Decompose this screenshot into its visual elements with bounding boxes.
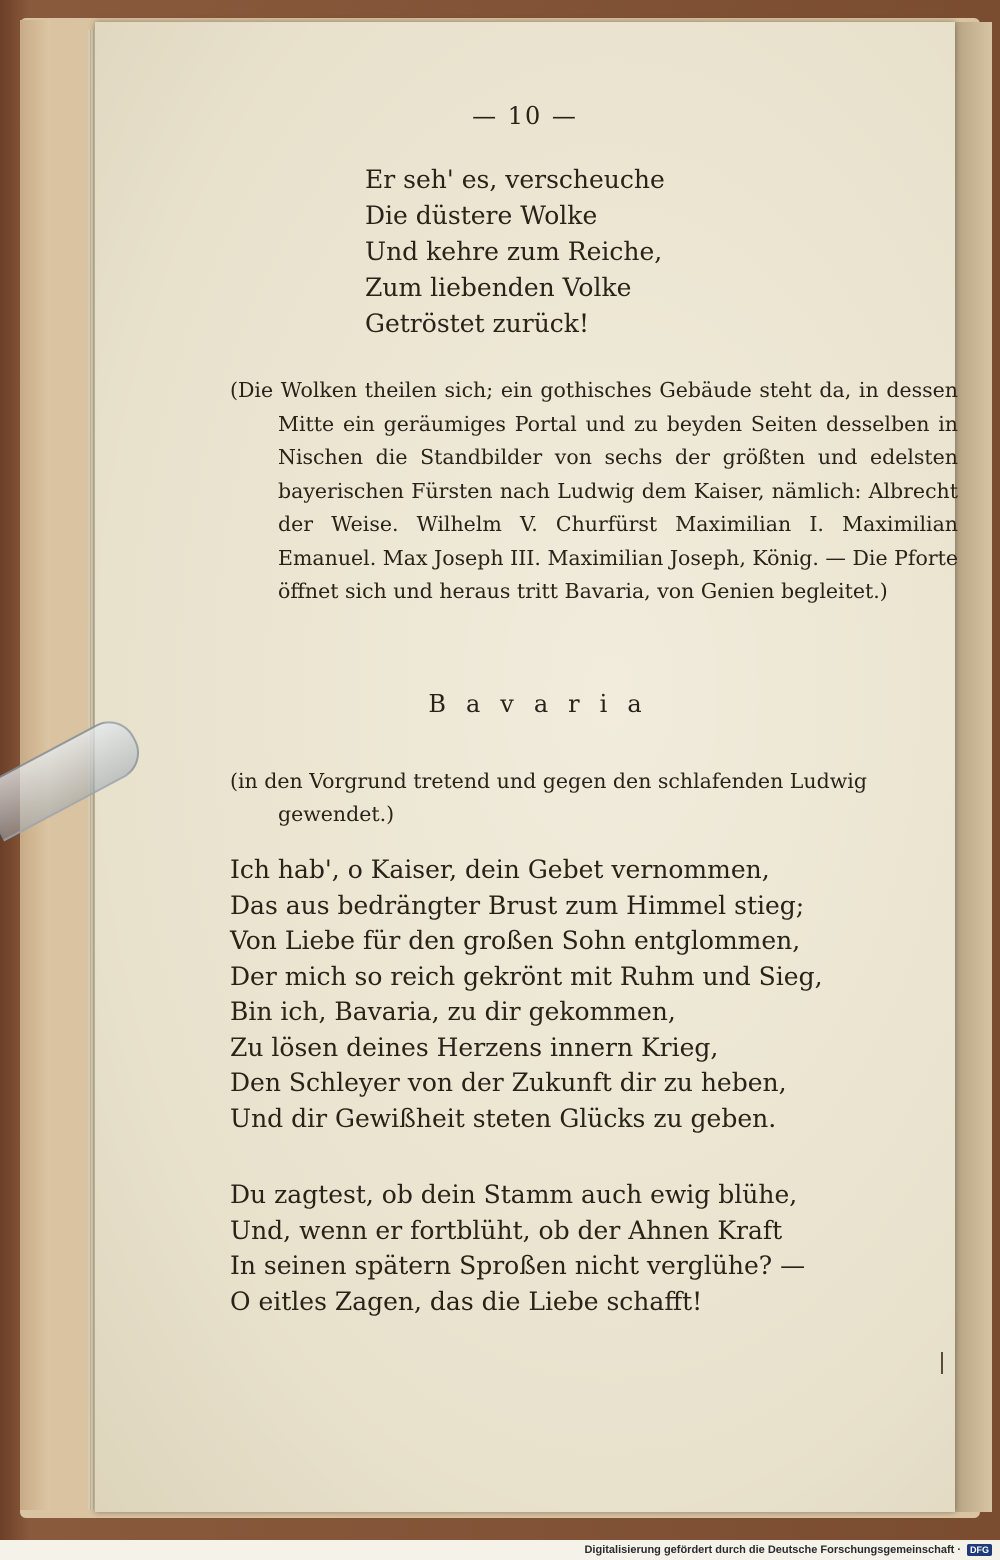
verse-line: Er seh' es, verscheuche <box>365 165 665 194</box>
verse-line: Ich hab', o Kaiser, dein Gebet vernommen, <box>230 855 770 884</box>
verse-line: Und dir Gewißheit steten Glücks zu geben. <box>230 1103 777 1133</box>
verse-line: Das aus bedrängter Brust zum Himmel stieg; <box>230 890 805 920</box>
verse-line: Bin ich, Bavaria, zu dir gekommen, <box>230 997 676 1026</box>
stage-direction: (Die Wolken theilen sich; ein gothisches Gebäude steht da, in dessen Mitte ein geräumiges Portal und zu beyden Seiten desselben in Nischen die Standbilder von sechs der größten und edelsten bayerischen Fürsten nach Ludwig dem Kaiser, nämlich: Albrecht der Weise. Wilhelm V. Churfürst Maximilian I. Maximilian Emanuel. Max Joseph III. Maximilian Joseph, König. — Die Pforte öffnet sich und heraus tritt Bavaria, von Genien begleitet.) <box>230 378 958 603</box>
opening-stanza <box>365 162 665 342</box>
page-number: — 10 — <box>472 102 578 130</box>
verse-line: Der mich so reich gekrönt mit Ruhm und Sieg, <box>230 961 823 991</box>
speaker-name: Bavaria <box>428 690 662 718</box>
speaker-direction: (in den Vorgrund tretend und gegen den schlafenden Ludwig gewendet.) <box>230 769 867 826</box>
verse-line: Getröstet zurück! <box>365 309 589 338</box>
page-margin-mark <box>941 1352 943 1374</box>
verse-line: Du zagtest, ob dein Stamm auch ewig blühe, <box>230 1180 798 1209</box>
verse-line: Die düstere Wolke <box>365 201 598 230</box>
funding-credit: Digitalisierung gefördert durch die Deutsche Forschungsgemeinschaft · <box>584 1544 961 1556</box>
verse-line: Und kehre zum Reiche, <box>365 237 663 266</box>
verse-line: Zum liebenden Volke <box>365 273 632 302</box>
stanza-two <box>230 1177 805 1319</box>
verse-line: Und, wenn er fortblüht, ob der Ahnen Kraft <box>230 1215 783 1245</box>
digitization-footer <box>0 1540 1000 1560</box>
verse-line: Den Schleyer von der Zukunft dir zu heben, <box>230 1068 787 1097</box>
verse-line: O eitles Zagen, das die Liebe schafft! <box>230 1286 703 1316</box>
verse-line: In seinen spätern Sproßen nicht verglühe? — <box>230 1251 806 1280</box>
stanza-one <box>230 852 823 1136</box>
book-page <box>95 22 958 1512</box>
dfg-logo-icon: DFG <box>967 1544 992 1556</box>
verse-line: Zu lösen deines Herzens innern Krieg, <box>230 1032 719 1062</box>
verse-line: Von Liebe für den großen Sohn entglommen, <box>230 926 801 955</box>
